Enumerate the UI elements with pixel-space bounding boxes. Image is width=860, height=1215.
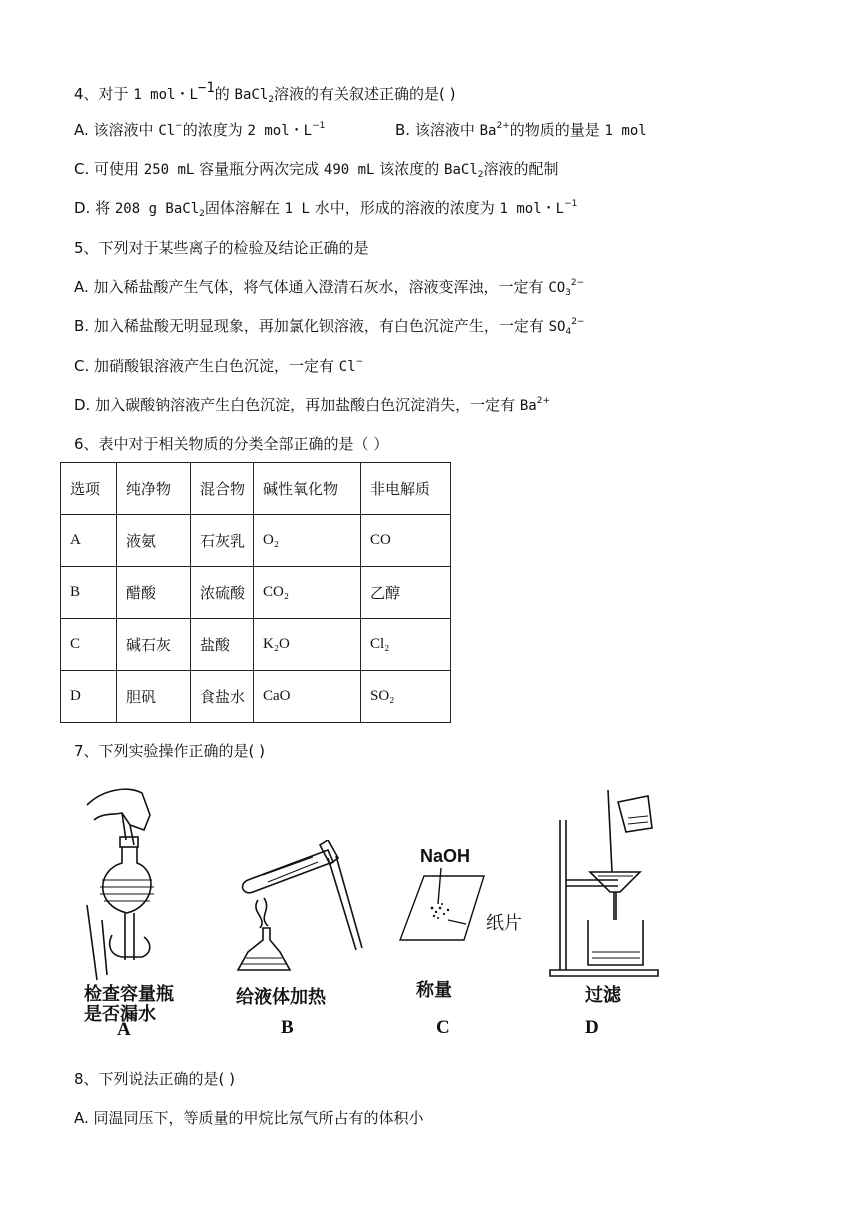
q4-d-mass: 208 g BaCl (114, 201, 200, 217)
table-cell: A (61, 515, 117, 567)
table-cell: B (61, 567, 117, 619)
q4-b-sup: 2+ (496, 121, 510, 131)
q4-stem-text2: 的 (214, 85, 235, 103)
q4-a-unit: 2 mol・L (247, 123, 313, 139)
q4-a-sup: − (175, 121, 183, 131)
table-cell: K₂O (254, 619, 361, 671)
q4-b-ion: Ba (479, 123, 497, 139)
q5-b-sup: 2− (571, 317, 585, 327)
figure-b-caption: 给液体加热 (236, 987, 326, 1008)
q8-stem: 8、下列说法正确的是( ) (74, 1070, 236, 1088)
q4-stem (74, 80, 455, 105)
q5-c-text: C. 加硝酸银溶液产生白色沉淀，一定有 (74, 357, 339, 375)
q4-c-text2: 容量瓶分两次完成 (194, 160, 324, 178)
table-cell: CaO (254, 671, 361, 723)
q5-option-a (74, 276, 584, 298)
classification-table (60, 462, 451, 723)
q4-d-vol: 1 L (284, 201, 310, 217)
header-cell: 选项 (61, 463, 117, 515)
q4-a-text2: 的浓度为 (182, 121, 248, 139)
figure-c-caption: 称量 (416, 980, 452, 1001)
table-cell: 醋酸 (117, 567, 191, 619)
q4-c-v1: 250 mL (143, 162, 195, 178)
q5-option-c (74, 355, 363, 376)
q5-option-d (74, 394, 550, 415)
table-cell: 胆矾 (117, 671, 191, 723)
q7-stem: 7、下列实验操作正确的是( ) (74, 742, 266, 760)
q5-a-sup: 2− (570, 278, 585, 288)
q4-c-text: C. 可使用 (74, 160, 144, 178)
q4-d-text: D. 将 (74, 199, 115, 217)
naoh-label: NaOH (420, 846, 471, 866)
q4-a-text: A. 该溶液中 (74, 121, 159, 139)
figure-d-caption: 过滤 (585, 985, 621, 1006)
q4-c-sub: 2 (477, 170, 484, 180)
q4-option-c (74, 158, 559, 180)
q4-b-unit: 1 mol (604, 123, 647, 139)
q6-stem: 6、表中对于相关物质的分类全部正确的是（ ） (74, 435, 389, 453)
q4-b-text: B. 该溶液中 (395, 121, 480, 139)
table-cell: 浓硫酸 (191, 567, 254, 619)
q4-c-text4: 溶液的配制 (483, 160, 559, 178)
figure-c-letter: C (436, 1017, 450, 1038)
table-cell: 碱石灰 (117, 619, 191, 671)
q4-stem-text: 4、对于 (74, 85, 134, 103)
paper-weighing-illustration (396, 868, 496, 948)
table-cell: O₂ (254, 515, 361, 567)
q4-d-unit: 1 mol・L (499, 201, 565, 217)
header-cell: 纯净物 (117, 463, 191, 515)
q4-c-text3: 该浓度的 (374, 160, 445, 178)
figure-d-letter: D (585, 1017, 599, 1038)
table-row (61, 515, 451, 567)
table-row (61, 671, 451, 723)
q5-d-ion: Ba (519, 398, 537, 414)
q5-d-text: D. 加入碳酸钠溶液产生白色沉淀，再加盐酸白色沉淀消失，一定有 (74, 396, 520, 414)
figure-b-letter: B (281, 1017, 294, 1038)
q5-option-b (74, 315, 584, 337)
table-cell: 石灰乳 (191, 515, 254, 567)
table-cell: 液氨 (117, 515, 191, 567)
table-row (61, 619, 451, 671)
q5-b-ion: SO (548, 319, 566, 335)
table-cell: C (61, 619, 117, 671)
q4-d-text2: 固体溶解在 (204, 199, 285, 217)
q5-stem: 5、下列对于某些离子的检验及结论正确的是 (74, 239, 369, 257)
q4-d-sub: 2 (199, 209, 205, 219)
q5-d-sup: 2+ (536, 396, 550, 406)
q4-option-b (395, 119, 647, 140)
table-cell: 食盐水 (191, 671, 254, 723)
header-cell: 非电解质 (361, 463, 451, 515)
q4-stem-sub: 2 (268, 95, 274, 105)
test-tube-heating-illustration (228, 840, 368, 980)
q4-b-text2: 的物质的量是 (509, 121, 605, 139)
table-row (61, 567, 451, 619)
figure-a-letter: A (117, 1019, 131, 1040)
q5-b-sub: 4 (565, 327, 572, 337)
q4-a-sup2: −1 (312, 121, 326, 131)
q5-c-ion: Cl (338, 359, 356, 375)
q5-b-text: B. 加入稀盐酸无明显现象，再加氯化钡溶液，有白色沉淀产生，一定有 (74, 317, 549, 335)
q4-stem-formula: BaCl (234, 87, 269, 103)
q4-d-sup: −1 (564, 199, 578, 209)
q4-option-d (74, 197, 577, 219)
q4-stem-sup: −1 (197, 80, 215, 96)
q4-a-ion: Cl (158, 123, 176, 139)
figure-a-caption-2: 是否漏水 (84, 1004, 156, 1025)
q4-option-a (74, 119, 325, 140)
table-cell: CO₂ (254, 567, 361, 619)
volumetric-flask-illustration (82, 785, 192, 985)
q4-d-text3: 水中，形成的溶液的浓度为 (309, 199, 500, 217)
table-cell: D (61, 671, 117, 723)
table-cell: CO (361, 515, 451, 567)
table-header-row (61, 463, 451, 515)
table-cell: 乙醇 (361, 567, 451, 619)
q5-a-ion: CO (548, 280, 566, 296)
q5-a-text: A. 加入稀盐酸产生气体，将气体通入澄清石灰水，溶液变浑浊，一定有 (74, 278, 549, 296)
table-cell: 盐酸 (191, 619, 254, 671)
q5-c-sup: − (355, 357, 364, 367)
filtration-apparatus-illustration (548, 790, 668, 980)
q4-stem-text3: 溶液的有关叙述正确的是( ) (273, 85, 456, 103)
header-cell: 混合物 (191, 463, 254, 515)
q4-stem-unit: 1 mol・L (133, 87, 198, 103)
paper-label: 纸片 (486, 913, 522, 934)
q8-option-a: A. 同温同压下，等质量的甲烷比氖气所占有的体积小 (74, 1109, 424, 1127)
figure-a-caption-1: 检查容量瓶 (84, 984, 174, 1005)
table-cell: SO₂ (361, 671, 451, 723)
table-cell: Cl₂ (361, 619, 451, 671)
q5-a-sub: 3 (565, 288, 571, 298)
q4-c-formula: BaCl (444, 162, 478, 178)
q4-c-v2: 490 mL (323, 162, 375, 178)
header-cell: 碱性氧化物 (254, 463, 361, 515)
